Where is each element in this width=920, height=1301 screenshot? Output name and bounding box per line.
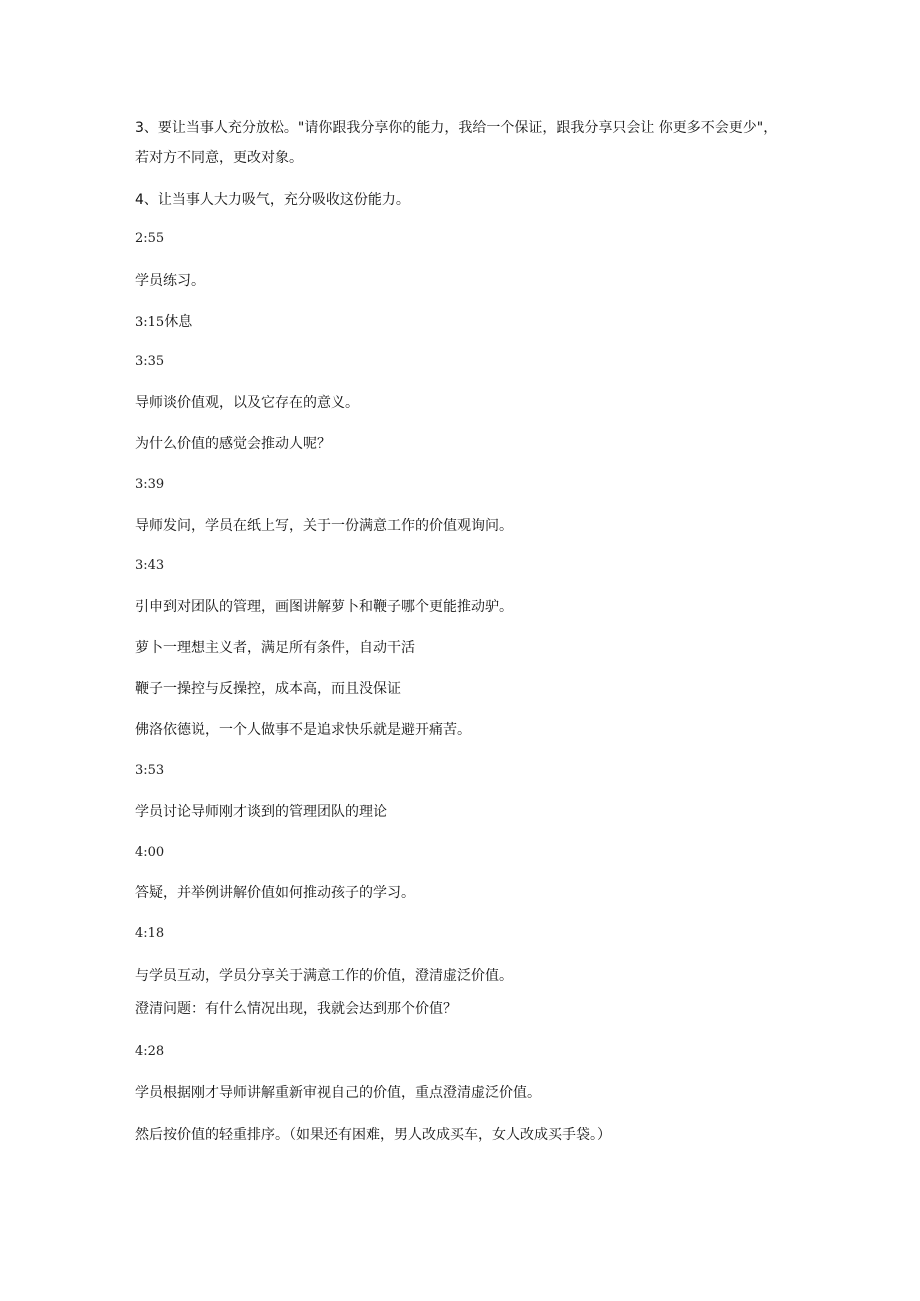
timestamp: 4:00	[135, 845, 165, 860]
paragraph: 引申到对团队的管理，画图讲解萝卜和鞭子哪个更能推动驴。	[135, 599, 513, 615]
paragraph: 鞭子一操控与反操控，成本高，而且没保证	[135, 681, 401, 697]
timestamp: 3:39	[135, 477, 165, 492]
paragraph: 然后按价值的轻重排序。（如果还有困难，男人改成买车，女人改成买手袋。）	[135, 1127, 611, 1143]
paragraph: 佛洛依德说，一个人做事不是追求快乐就是避开痛苦。	[135, 722, 471, 738]
paragraph: 学员讨论导师刚才谈到的管理团队的理论	[135, 804, 387, 820]
timestamp: 3:43	[135, 558, 165, 573]
paragraph: 为什么价值的感觉会推动人呢？	[135, 436, 331, 452]
timestamp: 2:55	[135, 231, 165, 246]
paragraph: 答疑，并举例讲解价值如何推动孩子的学习。	[135, 885, 415, 901]
timestamp-with-note	[135, 312, 192, 333]
timestamp: 4:18	[135, 926, 165, 941]
paragraph: 澄清问题：有什么情况出现，我就会达到那个价值？	[135, 1001, 457, 1017]
paragraph-step-4: 4、让当事人大力吸气，充分吸收这份能力。	[135, 192, 410, 208]
timestamp: 3:15	[135, 315, 165, 330]
timestamp: 3:35	[135, 354, 165, 369]
paragraph: 导师发问，学员在纸上写，关于一份满意工作的价值观询问。	[135, 518, 513, 534]
timestamp: 3:53	[135, 763, 165, 778]
paragraph: 与学员互动，学员分享关于满意工作的价值，澄清虚泛价值。	[135, 968, 513, 984]
paragraph-step-3: 3、要让当事人充分放松。"请你跟我分享你的能力，我给一个保证，跟我分享只会让 你更多不会更少"，若对方不同意，更改对象。	[135, 120, 778, 166]
paragraph: 导师谈价值观，以及它存在的意义。	[135, 395, 359, 411]
paragraph: 学员练习。	[135, 273, 205, 289]
paragraph: 萝卜一理想主义者，满足所有条件，自动干活	[135, 640, 415, 656]
paragraph: 学员根据刚才导师讲解重新审视自己的价值，重点澄清虚泛价值。	[135, 1085, 541, 1101]
timestamp: 4:28	[135, 1044, 165, 1059]
break-note: 休息	[164, 314, 193, 330]
